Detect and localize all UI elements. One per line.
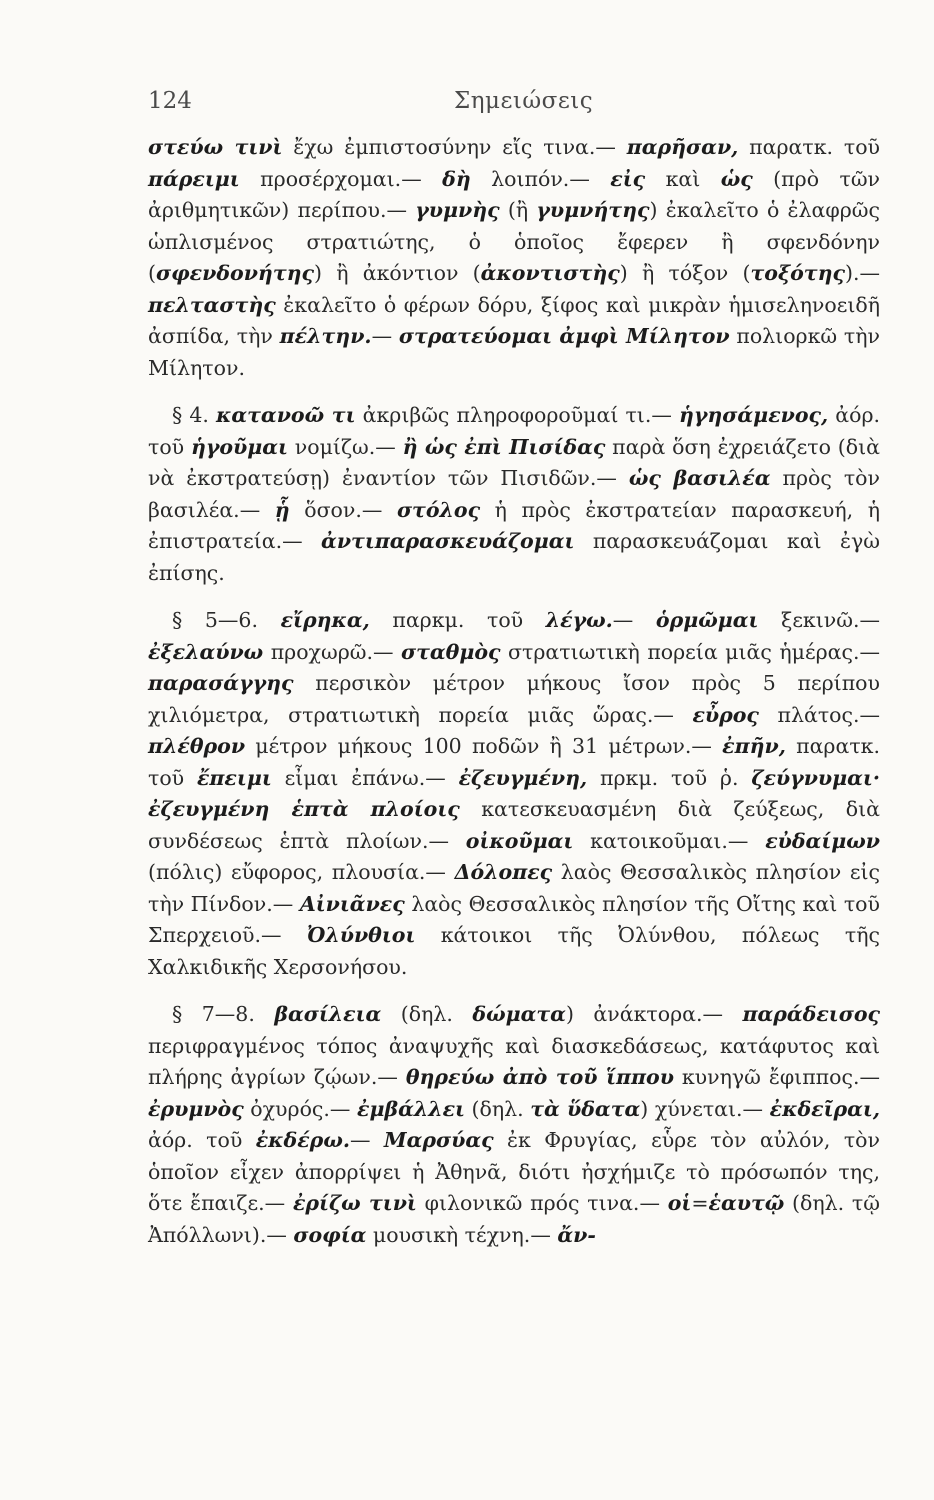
lemma-term: Δόλοπες xyxy=(454,860,553,884)
gloss-text: — xyxy=(612,608,656,632)
lemma-term: ἢ ὡς ἐπὶ Πισίδας xyxy=(402,434,606,459)
lemma-term: σφενδονήτης xyxy=(156,261,315,285)
lemma-term: Ὀλύνθιοι xyxy=(306,923,416,947)
lemma-term: βασίλεια xyxy=(274,1002,382,1026)
gloss-text: § 7—8. xyxy=(172,1002,275,1026)
gloss-text: (δηλ. τῷ Ἀπόλλωνι).— xyxy=(148,1191,880,1247)
gloss-text: ).— xyxy=(844,261,880,285)
lemma-term: οἰκοῦμαι xyxy=(465,828,574,853)
lemma-term: ἐπῆν, xyxy=(722,734,786,758)
lemma-term: πάρειμι xyxy=(148,166,240,191)
gloss-text: περσικὸν μέτρον μήκους ἴσον πρὸς 5 περίπου χιλιόμετρα, στρατιωτικὴ πορεία μιᾶς ὥρας.— xyxy=(148,671,880,727)
page-body xyxy=(148,132,880,1251)
lemma-term: γυμνὴς xyxy=(415,198,500,222)
lemma-term: ἡγησάμενος, xyxy=(678,403,829,427)
lemma-term: ἐμβάλλει xyxy=(356,1096,465,1121)
gloss-text: παρατκ. τοῦ xyxy=(148,734,880,790)
gloss-text: λοιπόν.— xyxy=(470,166,611,191)
lemma-term: σοφία xyxy=(293,1222,367,1247)
gloss-text: κάτοικοι τῆς Ὀλύνθου, πόλεως τῆς Χαλκιδικῆς Χερσονήσου. xyxy=(148,923,880,979)
lemma-term: εἰς xyxy=(610,166,646,191)
lemma-term: Αἰνιᾶνες xyxy=(299,891,405,916)
gloss-text: — xyxy=(349,1128,384,1152)
gloss-text: ὀχυρός.— xyxy=(243,1096,357,1121)
gloss-text: λαὸς Θεσσαλικὸς πλησίον εἰς τὴν Πίνδον.— xyxy=(148,860,881,916)
lemma-term: ὡς βασιλέα xyxy=(628,466,771,490)
lemma-term: ᾗ xyxy=(274,497,290,522)
gloss-text: πρκμ. τοῦ ῥ. xyxy=(587,765,752,790)
lemma-term: παρασάγγης xyxy=(148,671,294,695)
lemma-term: δὴ xyxy=(442,166,471,191)
paragraph xyxy=(148,400,880,589)
lemma-term: ἡγοῦμαι xyxy=(190,434,288,459)
gloss-text: καὶ xyxy=(645,166,721,191)
lemma-term: ἄν- xyxy=(557,1222,596,1247)
gloss-text: πρὸς τὸν βασιλέα.— xyxy=(148,466,880,522)
lemma-term: ὡς xyxy=(720,166,753,191)
lemma-term: ἀκοντιστὴς xyxy=(480,261,620,285)
lemma-term: στόλος xyxy=(396,497,481,522)
gloss-text: ἀόρ. τοῦ xyxy=(148,403,881,459)
gloss-text: § 5—6. xyxy=(172,608,281,632)
gloss-text: κατοικοῦμαι.— xyxy=(573,828,766,853)
lemma-term: λέγω. xyxy=(545,608,613,632)
lemma-term: εὖρος xyxy=(692,702,759,727)
gloss-text: ἀόρ. τοῦ xyxy=(148,1128,256,1152)
lemma-term: δώματα xyxy=(472,1002,566,1026)
lemma-term: ἐρυμνὸς xyxy=(148,1096,244,1121)
lemma-term: οἱ xyxy=(667,1191,692,1215)
gloss-text: παρὰ ὅση ἐχρειάζετο (διὰ νὰ ἐκστρατεύσῃ) ἐναντίον τῶν Πισιδῶν.— xyxy=(148,434,880,490)
lemma-term: ζεύγνυμαι· ἐζευγμένη ἑπτὰ πλοίοις xyxy=(148,765,880,821)
lemma-term: Μαρσύας xyxy=(383,1128,494,1152)
paragraph xyxy=(148,605,880,983)
gloss-text: — xyxy=(371,324,399,348)
lemma-term: πελταστὴς xyxy=(148,292,276,317)
lemma-term: ἐρίζω τινὶ xyxy=(292,1191,417,1215)
running-header xyxy=(148,88,852,124)
lemma-term: εὐδαίμων xyxy=(765,828,880,853)
gloss-text: παρατκ. τοῦ xyxy=(738,135,880,159)
lemma-term: τὰ ὕδατα xyxy=(530,1096,641,1121)
gloss-text: (δηλ. xyxy=(381,1002,473,1026)
gloss-text: ) ἀνάκτορα.— xyxy=(565,1002,743,1026)
gloss-text: προσέρχομαι.— xyxy=(239,166,443,191)
lemma-term: κατανοῶ τι xyxy=(215,403,356,427)
lemma-term: στεύω τινὶ xyxy=(148,135,283,159)
lemma-term: στρατεύομαι ἀμφὶ Μίλητον xyxy=(398,324,730,348)
paragraph xyxy=(148,999,880,1251)
gloss-text: νομίζω.— xyxy=(287,434,403,459)
lemma-term: ἐξελαύνω xyxy=(148,639,264,664)
lemma-term: ἐκδέρω. xyxy=(255,1128,350,1152)
lemma-term: σταθμὸς xyxy=(400,639,501,664)
gloss-text: ) χύνεται.— xyxy=(640,1096,770,1121)
lemma-term: ἐκδεῖραι, xyxy=(769,1096,880,1121)
lemma-term: παράδεισος xyxy=(742,1002,880,1026)
lemma-term: γυμνήτης xyxy=(536,198,650,222)
gloss-text: στρατιωτικὴ πορεία μιᾶς ἡμέρας.— xyxy=(500,639,880,664)
gloss-text: ἀκριβῶς πληροφοροῦμαί τι.— xyxy=(355,403,679,427)
lemma-term: ὁρμῶμαι xyxy=(655,608,759,632)
gloss-text: ξεκινῶ.— xyxy=(758,608,880,632)
gloss-text: πλάτος.— xyxy=(758,702,880,727)
gloss-text: κατεσκευασμένη διὰ ζεύξεως, διὰ συνδέσεως ἑπτὰ πλοίων.— xyxy=(148,797,880,853)
lemma-term: εἴρηκα, xyxy=(280,608,370,632)
gloss-text: μέτρον μήκους 100 ποδῶν ἢ 31 μέτρων.— xyxy=(245,734,723,758)
lemma-term: τοξότης xyxy=(750,261,845,285)
gloss-text: λαὸς Θεσσαλικὸς πλησίον τῆς Οἴτης καὶ τοῦ Σπερχειοῦ.— xyxy=(148,891,880,947)
gloss-text: προχωρῶ.— xyxy=(263,639,401,664)
gloss-text: ) ἐκαλεῖτο ὁ ἐλαφρῶς ὡπλισμένος στρατιώτης, ὁ ὁποῖος ἔφερεν ἢ σφενδόνην ( xyxy=(148,198,880,285)
gloss-text: (δηλ. xyxy=(464,1096,531,1121)
lemma-term: πέλτην. xyxy=(279,324,372,348)
gloss-text: ἔχω ἐμπιστοσύνην εἴς τινα.— xyxy=(282,135,627,159)
gloss-text: περιφραγμένος τόπος ἀναψυχῆς καὶ διασκεδάσεως, κατάφυτος καὶ πλήρης ἀγρίων ζῴων.— xyxy=(148,1033,880,1089)
gloss-text: παρασκευάζομαι καὶ ἐγὼ ἐπίσης. xyxy=(148,529,880,585)
paragraph xyxy=(148,132,880,384)
lemma-term: πλέθρον xyxy=(148,734,246,758)
gloss-text: ἐκ Φρυγίας, εὗρε τὸν αὐλόν, τὸν ὁποῖον εἶχεν ἀπορρίψει ἡ Ἀθηνᾶ, διότι ἠσχήμιζε τὸ πρόσωπόν της, ὅτε ἔπαιζε.— xyxy=(148,1128,880,1215)
gloss-text: = xyxy=(691,1191,709,1215)
gloss-text: παρκμ. τοῦ xyxy=(369,608,546,632)
gloss-text: εἶμαι ἐπάνω.— xyxy=(271,765,459,790)
gloss-text: φιλονικῶ πρός τινα.— xyxy=(416,1191,668,1215)
lemma-term: ἔπειμι xyxy=(196,765,272,790)
lemma-term: ἀντιπαρασκευάζομαι xyxy=(321,529,575,553)
gloss-text: ἐκαλεῖτο ὁ φέρων δόρυ, ξίφος καὶ μικρὰν ἡμισεληνοειδῆ ἀσπίδα, τὴν xyxy=(148,292,880,348)
gloss-text: (ἢ xyxy=(499,198,537,222)
gloss-text: (πρὸ τῶν ἀριθμητικῶν) περίπου.— xyxy=(148,166,880,222)
gloss-text: κυνηγῶ ἔφιππος.— xyxy=(673,1065,880,1089)
gloss-text: ὅσον.— xyxy=(289,497,397,522)
lemma-term: ἐζευγμένη, xyxy=(458,765,588,790)
gloss-text: ἡ πρὸς ἐκστρατείαν παρασκευή, ἡ ἐπιστρατεία.— xyxy=(148,497,880,553)
gloss-text: ) ἢ ἀκόντιον ( xyxy=(314,261,481,285)
running-title: Σημειώσεις xyxy=(454,88,594,114)
gloss-text: (πόλις) εὔφορος, πλουσία.— xyxy=(148,860,455,884)
gloss-text: μουσικὴ τέχνη.— xyxy=(366,1222,558,1247)
lemma-term: παρῆσαν, xyxy=(626,135,739,159)
page-number: 124 xyxy=(148,88,192,114)
lemma-term: θηρεύω ἀπὸ τοῦ ἵππου xyxy=(405,1065,674,1089)
gloss-text: § 4. xyxy=(172,403,216,427)
gloss-text: πολιορκῶ τὴν Μίλητον. xyxy=(148,324,880,380)
lemma-term: ἑαυτῷ xyxy=(708,1191,785,1215)
gloss-text: ) ἢ τόξον ( xyxy=(619,261,751,285)
